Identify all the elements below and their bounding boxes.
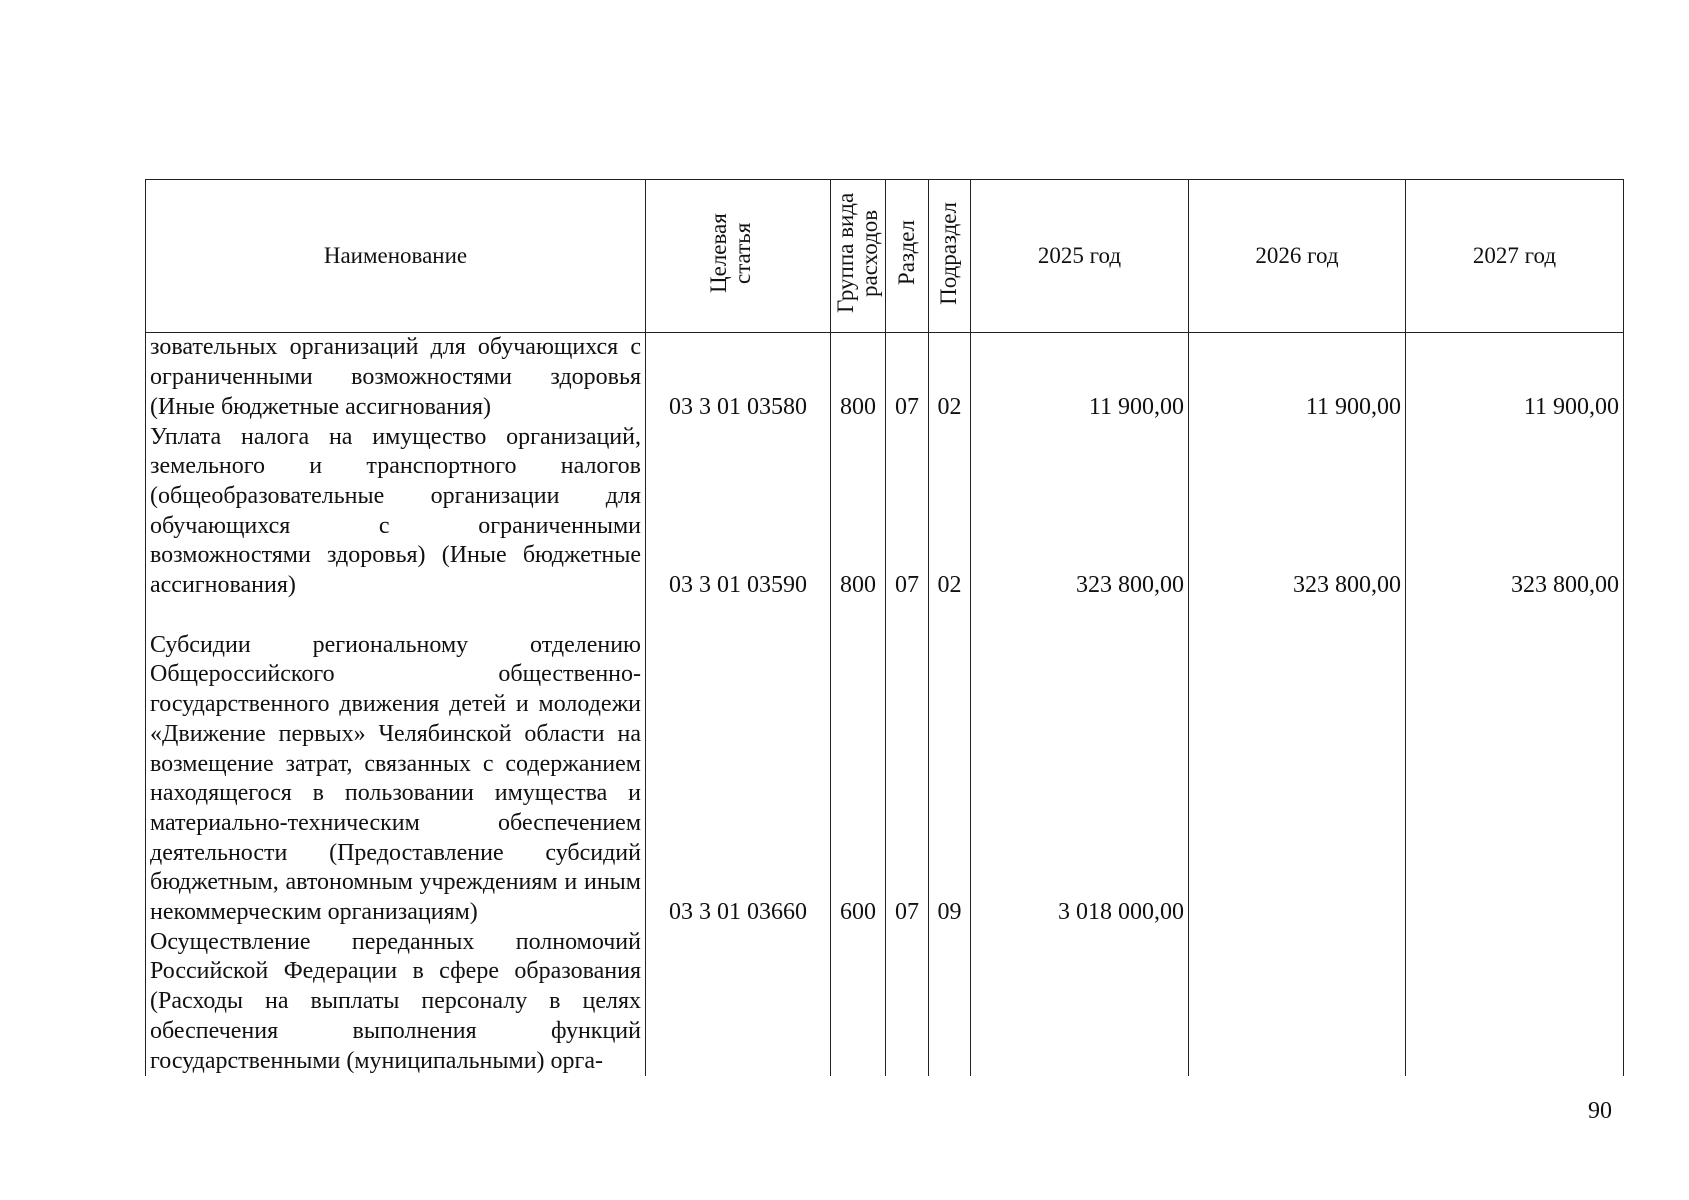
row-name: Осуществление переданных полномочий Российской Федерации в сфере образования (Расходы на выплаты персоналу в целях обеспечения выполнения функций государственными (муниципальными) орга-	[146, 928, 646, 1077]
row-subsection	[929, 928, 971, 1077]
row-group	[831, 928, 886, 1077]
row-2025: 11 900,00	[971, 333, 1189, 423]
row-group: 800	[831, 333, 886, 423]
row-2027	[1406, 601, 1624, 928]
row-subsection: 02	[929, 423, 971, 601]
row-2027	[1406, 928, 1624, 1077]
row-2027: 323 800,00	[1406, 423, 1624, 601]
row-subsection: 02	[929, 333, 971, 423]
row-name: Уплата налога на имущество организаций, земельного и транспортного налогов (общеобразовательные организации для обучающихся с ограниченными возможностями здоровья) (Иные бюджетные ассигнования)	[146, 423, 646, 601]
row-section	[886, 928, 929, 1077]
row-target: 03 3 01 03590	[646, 423, 831, 601]
row-section: 07	[886, 423, 929, 601]
header-name: Наименование	[146, 180, 646, 333]
header-2026: 2026 год	[1189, 180, 1406, 333]
row-2027: 11 900,00	[1406, 333, 1624, 423]
row-name: зовательных организаций для обучающихся с ограниченными возможностями здоровья (Иные бюджетные ассигнования)	[146, 333, 646, 423]
table-row	[146, 928, 1624, 1077]
header-2027: 2027 год	[1406, 180, 1624, 333]
header-group: Группа вида расходов	[831, 180, 886, 333]
header-row	[146, 180, 1624, 333]
row-section: 07	[886, 601, 929, 928]
row-2026	[1189, 601, 1406, 928]
row-section: 07	[886, 333, 929, 423]
row-target: 03 3 01 03580	[646, 333, 831, 423]
row-name: Субсидии региональному отделению Общероссийского общественно-государственного движения детей и молодежи «Движение первых» Челябинской области на возмещение затрат, связанных с содержанием находящегося в пользовании имущества и материально-техническим обеспечением деятельности (Предоставление субсидий бюджетным, автономным учреждениям и иным некоммерческим организациям)	[146, 601, 646, 928]
row-target	[646, 928, 831, 1077]
row-2025: 323 800,00	[971, 423, 1189, 601]
budget-table	[145, 179, 1624, 1076]
row-group: 600	[831, 601, 886, 928]
row-2025	[971, 928, 1189, 1077]
row-target: 03 3 01 03660	[646, 601, 831, 928]
row-2025: 3 018 000,00	[971, 601, 1189, 928]
header-target: Целевая статья	[646, 180, 831, 333]
row-2026: 323 800,00	[1189, 423, 1406, 601]
table-row	[146, 333, 1624, 423]
table-row	[146, 423, 1624, 601]
page-number: 90	[1588, 1098, 1612, 1124]
header-section: Раздел	[886, 180, 929, 333]
header-2025: 2025 год	[971, 180, 1189, 333]
table-row	[146, 601, 1624, 928]
row-2026	[1189, 928, 1406, 1077]
row-2026: 11 900,00	[1189, 333, 1406, 423]
header-subsection: Подраздел	[929, 180, 971, 333]
row-subsection: 09	[929, 601, 971, 928]
row-group: 800	[831, 423, 886, 601]
